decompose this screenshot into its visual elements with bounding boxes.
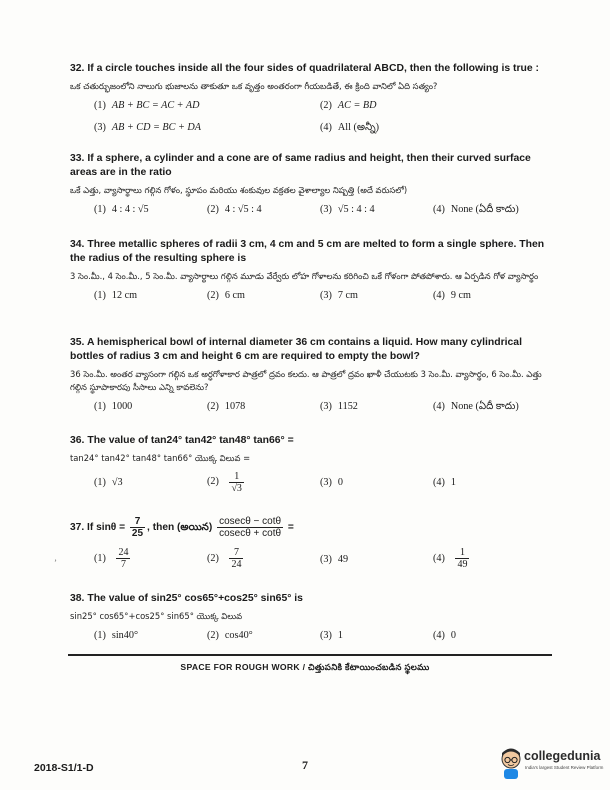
options-row (70, 203, 550, 219)
option-4: (4) 0 (433, 630, 456, 641)
rough-work-label: SPACE FOR ROUGH WORK / చిత్తుపనికి కేటాయించబడిన స్థలము (180, 662, 430, 672)
question-text: Three metallic spheres of radii 3 cm, 4 cm and 5 cm are melted to form a single sphere. Then the radius of the resulting sphere is (70, 239, 545, 264)
option-4: (4) 9 cm (433, 290, 471, 301)
question-text: If a circle touches inside all the four sides of quadrilateral ABCD, then the following is true : (87, 63, 540, 74)
option-1: (1) sin40° (94, 630, 139, 641)
question-telugu: 3 సెం.మీ., 4 సెం.మీ., 5 సెం.మీ. వ్యాసార్థాలు గల్గిన మూడు వేర్వేరు లోహ గోళాలను కరిగించి ఒకే గోళంగా పోతపోశారు. ఆ ఏర్పడిన గోళ వ్యాసార్థం (70, 271, 539, 281)
question-37: 37. If sinθ = $\frac{7}{25}$ , then (అయిన) $\frac{cosec\theta - \cot\theta}{cosec\theta + \cot\theta}$ = (1) $\frac{24}{7}$ (2) $\frac{7}{24}$ (3) 49 (4) $\frac{1}{49}$ (70, 516, 550, 575)
option-1: (1) 12 cm (94, 290, 138, 301)
options-row (70, 289, 550, 305)
question-number: 34. (70, 239, 85, 250)
question-36 (70, 434, 550, 497)
question-telugu: ఒకే ఎత్తు, వ్యాసార్థాలు గల్గిన గోళం, స్థూపం మరియు శంకువుల వక్రతల వైశాల్యాల నిష్పత్తి (అదే వరుసలో) (70, 185, 408, 195)
option-3: (3) 1 (320, 630, 343, 641)
option-3: (3) 1152 (320, 401, 358, 412)
options-row (70, 471, 550, 497)
question-text-mid: , then (అయిన) (147, 522, 213, 534)
question-number: 35. (70, 337, 85, 348)
option-3: (3) 0 (320, 477, 343, 488)
question-34 (70, 238, 550, 305)
question-33 (70, 152, 550, 219)
question-text-pre: If sinθ = (87, 522, 126, 534)
options-row (70, 99, 550, 115)
option-2: (2) $\frac{7}{24}$ (207, 547, 242, 570)
margin-mark: ʼ (54, 558, 57, 568)
question-number: 38. (70, 593, 85, 604)
option-2: (2) $\frac{1}{√3}$ (207, 471, 242, 494)
fraction: $\frac{7}{25}$ (131, 516, 144, 539)
option-4: (4) None (ఏదీ కాదు) (433, 401, 519, 412)
option-3: (3) AB + CD = BC + DA (94, 122, 201, 133)
question-number: 37. (70, 522, 85, 534)
option-2: (2) 1078 (207, 401, 246, 412)
options-row (70, 121, 550, 137)
question-text: A hemispherical bowl of internal diameter 36 cm contains a liquid. How many cylindrical bottles of radius 3 cm and height 6 cm are required to empty the bowl? (70, 337, 522, 362)
option-1: (1) 4 : 4 : √5 (94, 204, 149, 215)
logo-tagline: India's largest Student Review Platform (525, 765, 604, 770)
question-number: 33. (70, 153, 85, 164)
question-number: 32. (70, 63, 85, 74)
option-2: (2) AC = BD (320, 100, 377, 111)
option-2: (2) 4 : √5 : 4 (207, 204, 262, 215)
option-3: (3) √5 : 4 : 4 (320, 204, 375, 215)
question-telugu: sin25° cos65°+cos25° sin65° యొక్క విలువ (70, 611, 243, 621)
options-row (70, 629, 550, 645)
question-telugu: tan24° tan42° tan48° tan66° యొక్క విలువ = (70, 453, 251, 463)
question-38 (70, 592, 550, 645)
options-row (70, 400, 550, 416)
question-number: 36. (70, 435, 85, 446)
option-3: (3) 49 (320, 554, 349, 565)
option-4: (4) All (అన్నీ) (320, 122, 380, 133)
question-telugu: 36 సెం.మీ. అంతర వ్యాసంగా గల్గిన ఒక అర్ధగోళాకార పాత్రలో ద్రవం కలదు. ఆ పాత్రలో ద్రవం ఖాళీ చేయుటకు 3 సెం.మీ. వ్యాసార్థం, 6 సెం.మీ. ఎత్తు గల్గిన స్థూపాకారపు సీసాలు ఎన్ని కావలెను? (70, 369, 542, 392)
question-text: The value of sin25° cos65°+cos25° sin65° is (87, 593, 303, 604)
option-2: (2) 6 cm (207, 290, 245, 301)
option-1: (1) √3 (94, 477, 123, 488)
option-1: (1) 1000 (94, 401, 133, 412)
expression-fraction: $\frac{cosec\theta - \cot\theta}{cosec\theta + \cot\theta}$ (219, 516, 282, 539)
question-35 (70, 336, 550, 416)
question-text: The value of tan24° tan42° tan48° tan66° = (87, 435, 294, 446)
option-4: (4) 1 (433, 477, 456, 488)
option-4: (4) None (ఏదీ కాదు) (433, 204, 519, 215)
question-32 (70, 62, 550, 137)
options-row (70, 547, 550, 575)
collegedunia-logo (498, 746, 608, 782)
option-1: (1) $\frac{24}{7}$ (94, 547, 129, 570)
option-4: (4) $\frac{1}{49}$ (433, 547, 468, 570)
fraction: $\frac{1}{√3}$ (231, 471, 242, 494)
question-telugu: ఒక చతుర్భుజంలోని నాలుగు భుజాలను తాకుతూ ఒక వృత్తం అంతరంగా గీయబడితే, ఈ క్రింది వానిలో ఏది సత్యం? (70, 81, 438, 91)
option-3: (3) 7 cm (320, 290, 358, 301)
paper-code: 2018-S1/1-D (34, 762, 94, 774)
option-2: (2) cos40° (207, 630, 253, 641)
logo-name: collegedunia (524, 749, 601, 763)
divider-line (68, 654, 552, 656)
page-number: 7 (302, 758, 308, 772)
mascot-icon (498, 746, 524, 780)
option-1: (1) AB + BC = AC + AD (94, 100, 200, 111)
question-text: If a sphere, a cylinder and a cone are of same radius and height, then their curved surface areas are in the ratio (70, 153, 531, 178)
